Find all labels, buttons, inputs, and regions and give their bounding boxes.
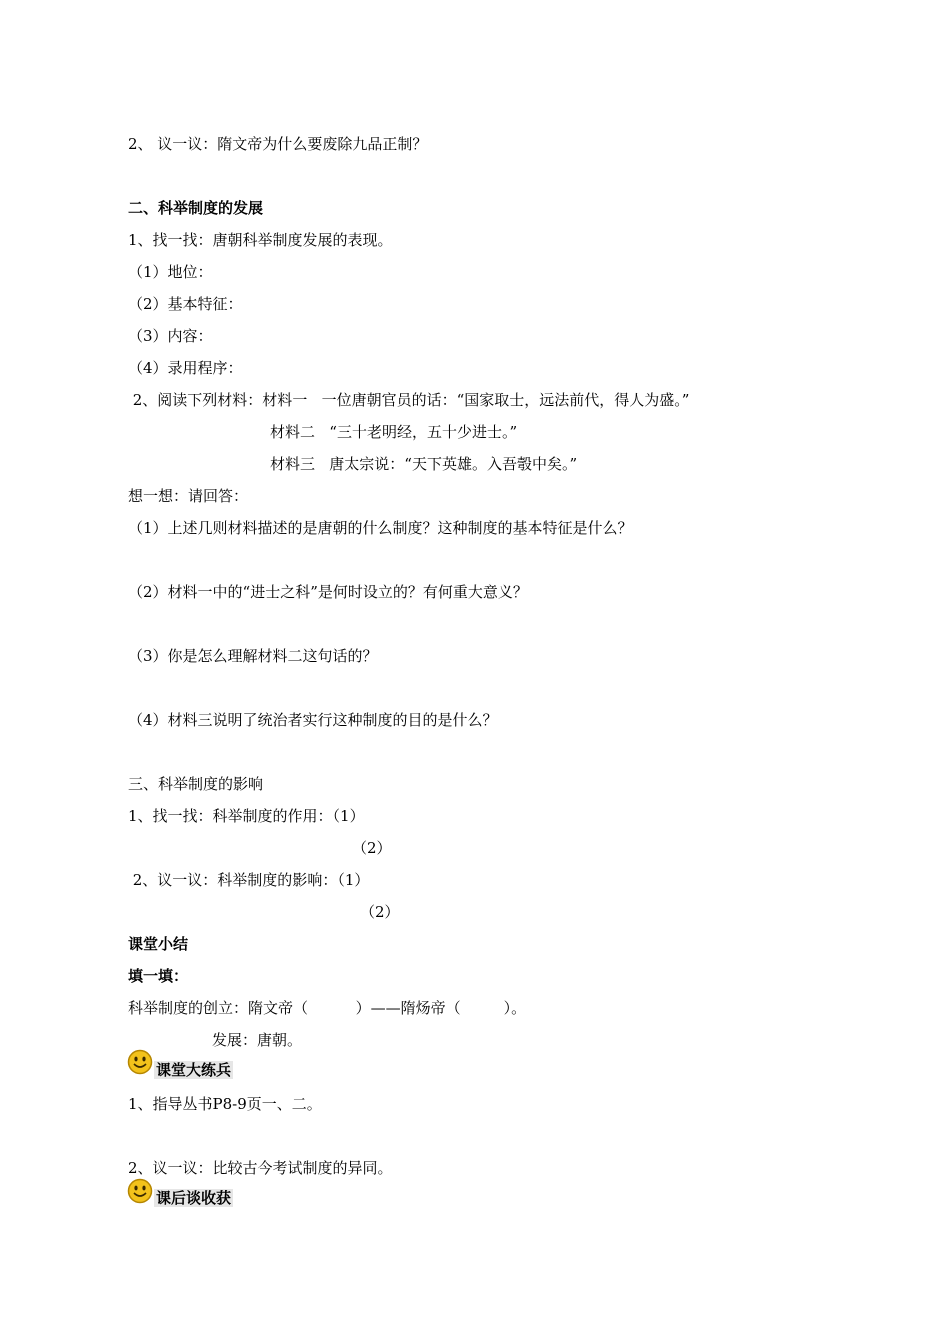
question-3: （3）你是怎么理解材料二这句话的？ bbox=[128, 647, 378, 665]
question-2: （2）材料一中的“进士之科”是何时设立的？有何重大意义？ bbox=[128, 583, 528, 601]
question-1: （1）上述几则材料描述的是唐朝的什么制度？这种制度的基本特征是什么？ bbox=[128, 519, 633, 537]
summary-title: 课堂小结 bbox=[128, 935, 189, 953]
practice-item-1: 1、指导丛书P8-9页一、二。 bbox=[128, 1095, 322, 1113]
smiley-face-icon bbox=[127, 1178, 153, 1204]
material-two: 材料二 “三十老明经，五十少进士。” bbox=[270, 423, 518, 441]
find-role: 1、找一找：科举制度的作用：（1） bbox=[128, 807, 365, 825]
material-three: 材料三 唐太宗说：“天下英雄。入吾彀中矣。” bbox=[270, 455, 578, 473]
practice-title-text: 课堂大练兵 bbox=[156, 1061, 232, 1079]
section-2-title: 二、科举制度的发展 bbox=[128, 199, 264, 217]
smiley-face-icon bbox=[127, 1049, 153, 1075]
fill-line-development: 发展：唐朝。 bbox=[212, 1031, 303, 1049]
question-4: （4）材料三说明了统治者实行这种制度的目的是什么？ bbox=[128, 711, 498, 729]
item-features: （2）基本特征： bbox=[128, 295, 243, 313]
item-content: （3）内容： bbox=[128, 327, 213, 345]
item-procedure: （4）录用程序： bbox=[128, 359, 243, 377]
discuss-effect: 2、议一议：科举制度的影响：（1） bbox=[128, 871, 370, 889]
find-tang-exam: 1、找一找：唐朝科举制度发展的表现。 bbox=[128, 231, 393, 249]
question-discuss-abolish: 2、 议一议：隋文帝为什么要废除九品正制？ bbox=[128, 135, 428, 153]
item-status: （1）地位： bbox=[128, 263, 213, 281]
practice-title bbox=[154, 1060, 233, 1080]
find-role-2: （2） bbox=[352, 839, 392, 857]
practice-item-2: 2、议一议：比较古今考试制度的异同。 bbox=[128, 1159, 393, 1177]
fill-title: 填一填： bbox=[128, 967, 189, 985]
harvest-title-text: 课后谈收获 bbox=[156, 1189, 232, 1207]
discuss-effect-2: （2） bbox=[360, 903, 400, 921]
section-3-title: 三、科举制度的影响 bbox=[128, 775, 264, 793]
fill-line-founding: 科举制度的创立：隋文帝（ ）——隋炀帝（ ）。 bbox=[128, 999, 527, 1017]
harvest-title bbox=[154, 1188, 233, 1208]
read-material-one: 2、阅读下列材料：材料一 一位唐朝官员的话：“国家取士，远法前代，得人为盛。” bbox=[128, 391, 690, 409]
think-prompt: 想一想：请回答： bbox=[128, 487, 249, 505]
